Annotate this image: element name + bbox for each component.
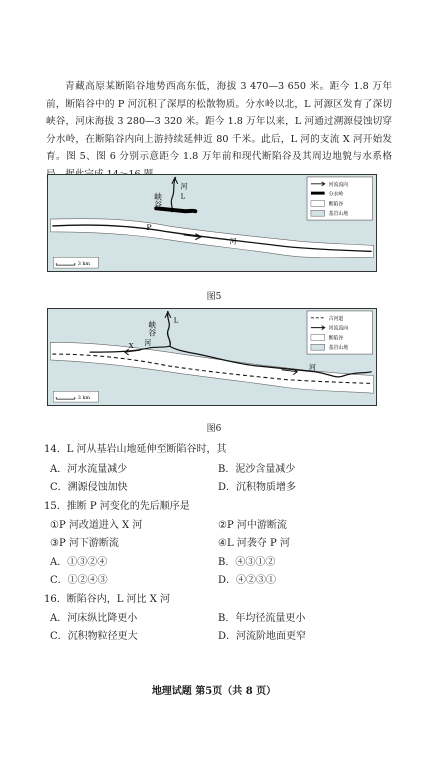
river-x-label: X <box>128 342 134 351</box>
scale-bar <box>53 257 98 268</box>
river-l-word: 河 <box>180 182 188 191</box>
option-c[interactable]: C．溯源侵蚀加快 <box>50 482 128 493</box>
page-footer: 地理试题 第5页（共 8 页） <box>151 686 277 697</box>
river-x-word: 河 <box>144 339 152 348</box>
scale-label: 3 km <box>77 395 91 402</box>
option-c[interactable]: C．沉积物粒径更大 <box>50 631 138 642</box>
legend-label: 河流流向 <box>328 325 349 332</box>
legend-label: 分水岭 <box>328 191 344 198</box>
legend-label: 基岩山地 <box>328 211 349 218</box>
gorge-label: 峡谷 <box>153 192 163 209</box>
option-b[interactable]: B．年均径流量更小 <box>218 613 306 624</box>
legend-label: 基岩山地 <box>328 345 349 352</box>
river-l-line <box>171 177 175 212</box>
option-d[interactable]: D．④②③① <box>218 575 277 586</box>
river-p-label: P <box>146 222 152 232</box>
river-l-label: L <box>173 316 179 325</box>
legend <box>307 177 373 220</box>
legend-mountain-icon <box>311 210 325 216</box>
figure-5-map <box>47 174 377 272</box>
river-p-word: 河 <box>229 237 237 246</box>
option-b[interactable]: B．④③①② <box>218 557 276 568</box>
watershed-line <box>156 208 195 211</box>
passage-text: 青藏高原某断陷谷地势西高东低，海拔 3 470—3 650 米。距今 1.8 万年前，断陷谷中的 P 河沉积了深厚的松散物质。分水岭以北，L 河源区发育了深切峡谷，河床海拔 3 280—3 320 米。距今 1.8 万年以来，L 河通过溯源侵蚀切穿分水岭，在断陷谷内向上游持续延伸近 80 千米。此后，L 河的支流 X 河开始发育。图 5、图 6 分别示意距今 1.8 万年前和现代断陷谷及其周边地貌与水系格 <box>46 81 392 163</box>
question-14-stem: 14．L 河从基岩山地延伸至断陷谷时，其 <box>44 444 227 455</box>
option-b[interactable]: B．泥沙含量减少 <box>218 464 296 475</box>
legend-label: 古河道 <box>328 315 344 322</box>
figure-6-svg <box>48 309 376 405</box>
option-d[interactable]: D．沉积物质增多 <box>218 482 297 493</box>
legend-label: 断陷谷 <box>328 335 344 342</box>
question-15-stem: 15．推断 P 河变化的先后顺序是 <box>44 501 190 512</box>
figure-6-caption: 图6 <box>206 424 222 434</box>
legend-valley-icon <box>311 334 325 340</box>
statement-4: ④L 河袭夺 P 河 <box>218 538 290 549</box>
option-c[interactable]: C．①②④③ <box>50 575 108 586</box>
scale-label: 3 km <box>77 261 91 268</box>
statement-1: ①P 河改道进入 X 河 <box>50 520 143 531</box>
legend-label: 河流流向 <box>328 181 349 188</box>
legend-valley-icon <box>311 200 325 206</box>
statement-3: ③P 河下游断流 <box>50 538 119 549</box>
figure-6-map <box>47 308 377 406</box>
legend-label: 断陷谷 <box>328 201 344 208</box>
legend-mountain-icon <box>311 344 325 350</box>
river-p-word: 河 <box>308 363 316 372</box>
option-a[interactable]: A．①③②④ <box>50 557 108 568</box>
figure-5-svg <box>48 175 376 271</box>
figure-5-caption: 图5 <box>206 292 222 302</box>
question-16-stem: 16．断陷谷内，L 河比 X 河 <box>44 594 171 605</box>
legend <box>307 311 373 354</box>
legend-watershed-icon <box>311 192 325 195</box>
statement-2: ②P 河中游断流 <box>218 520 287 531</box>
gorge-label: 峡谷 <box>147 320 157 337</box>
option-a[interactable]: A．河床纵比降更小 <box>50 613 138 624</box>
option-d[interactable]: D．河流阶地面更窄 <box>218 631 307 642</box>
river-l-label: L <box>180 192 186 201</box>
scale-bar <box>53 391 98 402</box>
option-a[interactable]: A．河水流量减少 <box>50 464 128 475</box>
